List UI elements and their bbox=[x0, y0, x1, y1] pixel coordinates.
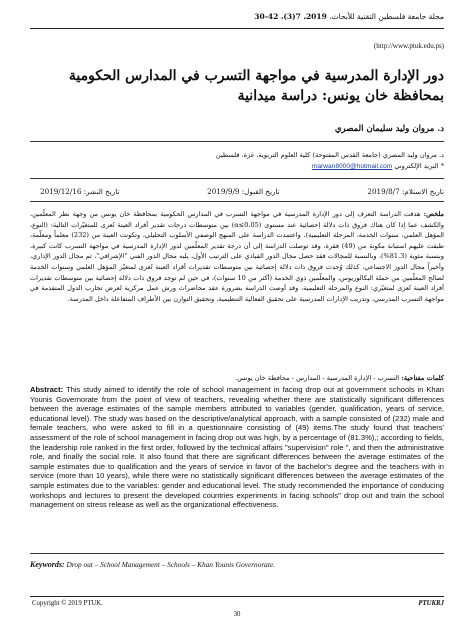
affiliation-line: د. مروان وليد المصري (جامعة القدس المفتوحة) كلية العلوم التربوية، غزة، فلسطين bbox=[215, 151, 444, 159]
arabic-abstract-text: هدفت الدراسة التعرف إلى دور الإدارة المدرسية في مواجهة التسرب في المدارس الحكومية بمحافظة خان يونس من وجهة نظر المعلّمين، والكشف عما إذا كان هناك فروق ذات دلالة إحصائية عند مستوى (0.05≥α) بين متوسطات درجات تقدير أفراد العينة تُعزى للمتغيّرات التالية: (النوع، المؤهل العلمي، سنوات الخدمة، المرحلة التعليمية)، واعتمدت الدراسة على المنهج الوصفي الأسلوب التحليلي، وتكونت العينة من (232) معلماً ومعلّمة، طبقت عليهم استبانة مكونة من (49) فقرة، وقد توصلت الدراسة إلى أن درجة تقدير المعلّمين لدور الإدارة المدرسية في مواجهة التسرب كانت كبيرة، وبنسبة مئوية (81.3%)، وبالنسبة للمجالات فقد حصل مجال الدور القيادي على الترتيب الأول، يليه مجال الدور الفني "الإشرافي"، ثم مجال الدور الإداري، وأخيراً مجال الدور الاجتماعي، كذلك وُجدت فروق ذات دلالة إحصائية بين متوسطات تقديرات أفراد العينة تُعزى لمتغيّر المؤهل العلمي وسنوات الخدمة لصالح المعلّمين من حملة البكالوريوس، والمعلّمين ذوي الخدمة (أكثر من 10 سنوات)، في حين لم توجد فروق ذات دلالة إحصائية بين متوسطات تقديرات أفراد العينة تُعزى لمتغيّري: النوع والمرحلة التعليمية، وقد أوصت الدراسة بضرورة عقد محاضرات ورش عمل مركزية لعرض تجارب الدول المتقدمة في مواجهة التسرب المدرسي، وتدريب الإدارات المدرسية على تحقيق الفعالية التنظيمية، وتحقيق التوازن بين الأطراف المتفاعلة داخل المدرسة. bbox=[30, 210, 445, 303]
email-line bbox=[24, 161, 444, 172]
keywords-divider bbox=[30, 553, 444, 554]
date-published: تاريخ النشر: 2019/12/16 bbox=[40, 187, 120, 196]
english-keywords-label: Keywords: bbox=[30, 560, 65, 569]
copyright: Copyright © 2019 PTUK. bbox=[32, 600, 103, 607]
date-received: تاريخ الاستلام: 2019/8/7 bbox=[367, 187, 444, 196]
date-accepted: تاريخ القبول: 2019/9/9 bbox=[207, 187, 280, 196]
footer-divider bbox=[30, 596, 444, 597]
english-abstract-label: Abstract: bbox=[30, 385, 67, 394]
arabic-abstract bbox=[30, 209, 444, 304]
email-label: * البريد الإلكتروني bbox=[392, 162, 444, 170]
affiliation-block bbox=[24, 150, 444, 172]
paper-title: دور الإدارة المدرسية في مواجهة التسرب في المدارس الحكومية بمحافظة خان يونس: دراسة ميدانية bbox=[68, 68, 444, 104]
journal-abbreviation: PTUKRJ bbox=[418, 600, 444, 607]
author-divider bbox=[30, 141, 444, 142]
author-name: د. مروان وليد سليمان المصري bbox=[334, 124, 444, 134]
journal-url[interactable]: (http://www.ptuk.edu.ps) bbox=[373, 42, 444, 50]
dates-divider bbox=[30, 201, 444, 202]
running-header bbox=[30, 12, 444, 26]
english-keywords bbox=[30, 560, 444, 569]
arabic-keywords-text: التسرب - الإدارة المدرسية - المدارس - محافظة خان يونس. bbox=[235, 374, 400, 382]
page-number: 30 bbox=[233, 611, 241, 618]
arabic-abstract-label: ملخص: bbox=[420, 210, 444, 218]
header-divider bbox=[30, 28, 444, 29]
email-link[interactable]: marwan8000@hotmail.com bbox=[311, 163, 393, 170]
journal-name: مجلة جامعة فلسطين التقنية للأبحاث، bbox=[326, 12, 444, 21]
arabic-keywords bbox=[30, 374, 444, 382]
dates-row bbox=[40, 187, 444, 196]
volume-pages: 2019، 7(3)، 42-30 bbox=[254, 12, 327, 21]
english-abstract bbox=[30, 385, 444, 510]
english-keywords-text: Drop out – School Management – Schools – Khan Younis Governorate. bbox=[64, 560, 275, 569]
arabic-keywords-label: كلمات مفتاحية: bbox=[399, 374, 444, 382]
affiliation-divider bbox=[30, 178, 444, 179]
english-abstract-text: This study aimed to identify the role of school management in facing drop out at government schools in Khan Younis Governorate from the point of view of teachers, revealing whether there are statistically significant differences between the average estimates of the sample members attributed to variables (gender, qualification, years of service, educational level). The study was based on the descriptive/analytical approach, with a sample consisted of (232) male and female teachers, who were asked to fill in a questionnaire consisting of (49) items.The study found that teachers' assessment of the role of school management in facing drop out was high, by a percentage of (81.3%),; according to fields, the leadership role ranked in the first order, followed by the technical affairs "supervision" role ", and then the administrative role, and finally the social role. It also found that there are significant differences between the average estimates of the sample estimates due to qualification and the years of service in favor of the bachelor's degree and the teachers with in service (more than 10 years), while there were no statistically significant differences between the average estimates of the sample estimates due to the variables: gender and educational level. The study recommended the importance of conducing workshops and lectures to present the developed countries experiments in facing schools" drop out and train the school management on stress release as well as the organizational effectiveness. bbox=[30, 385, 444, 510]
